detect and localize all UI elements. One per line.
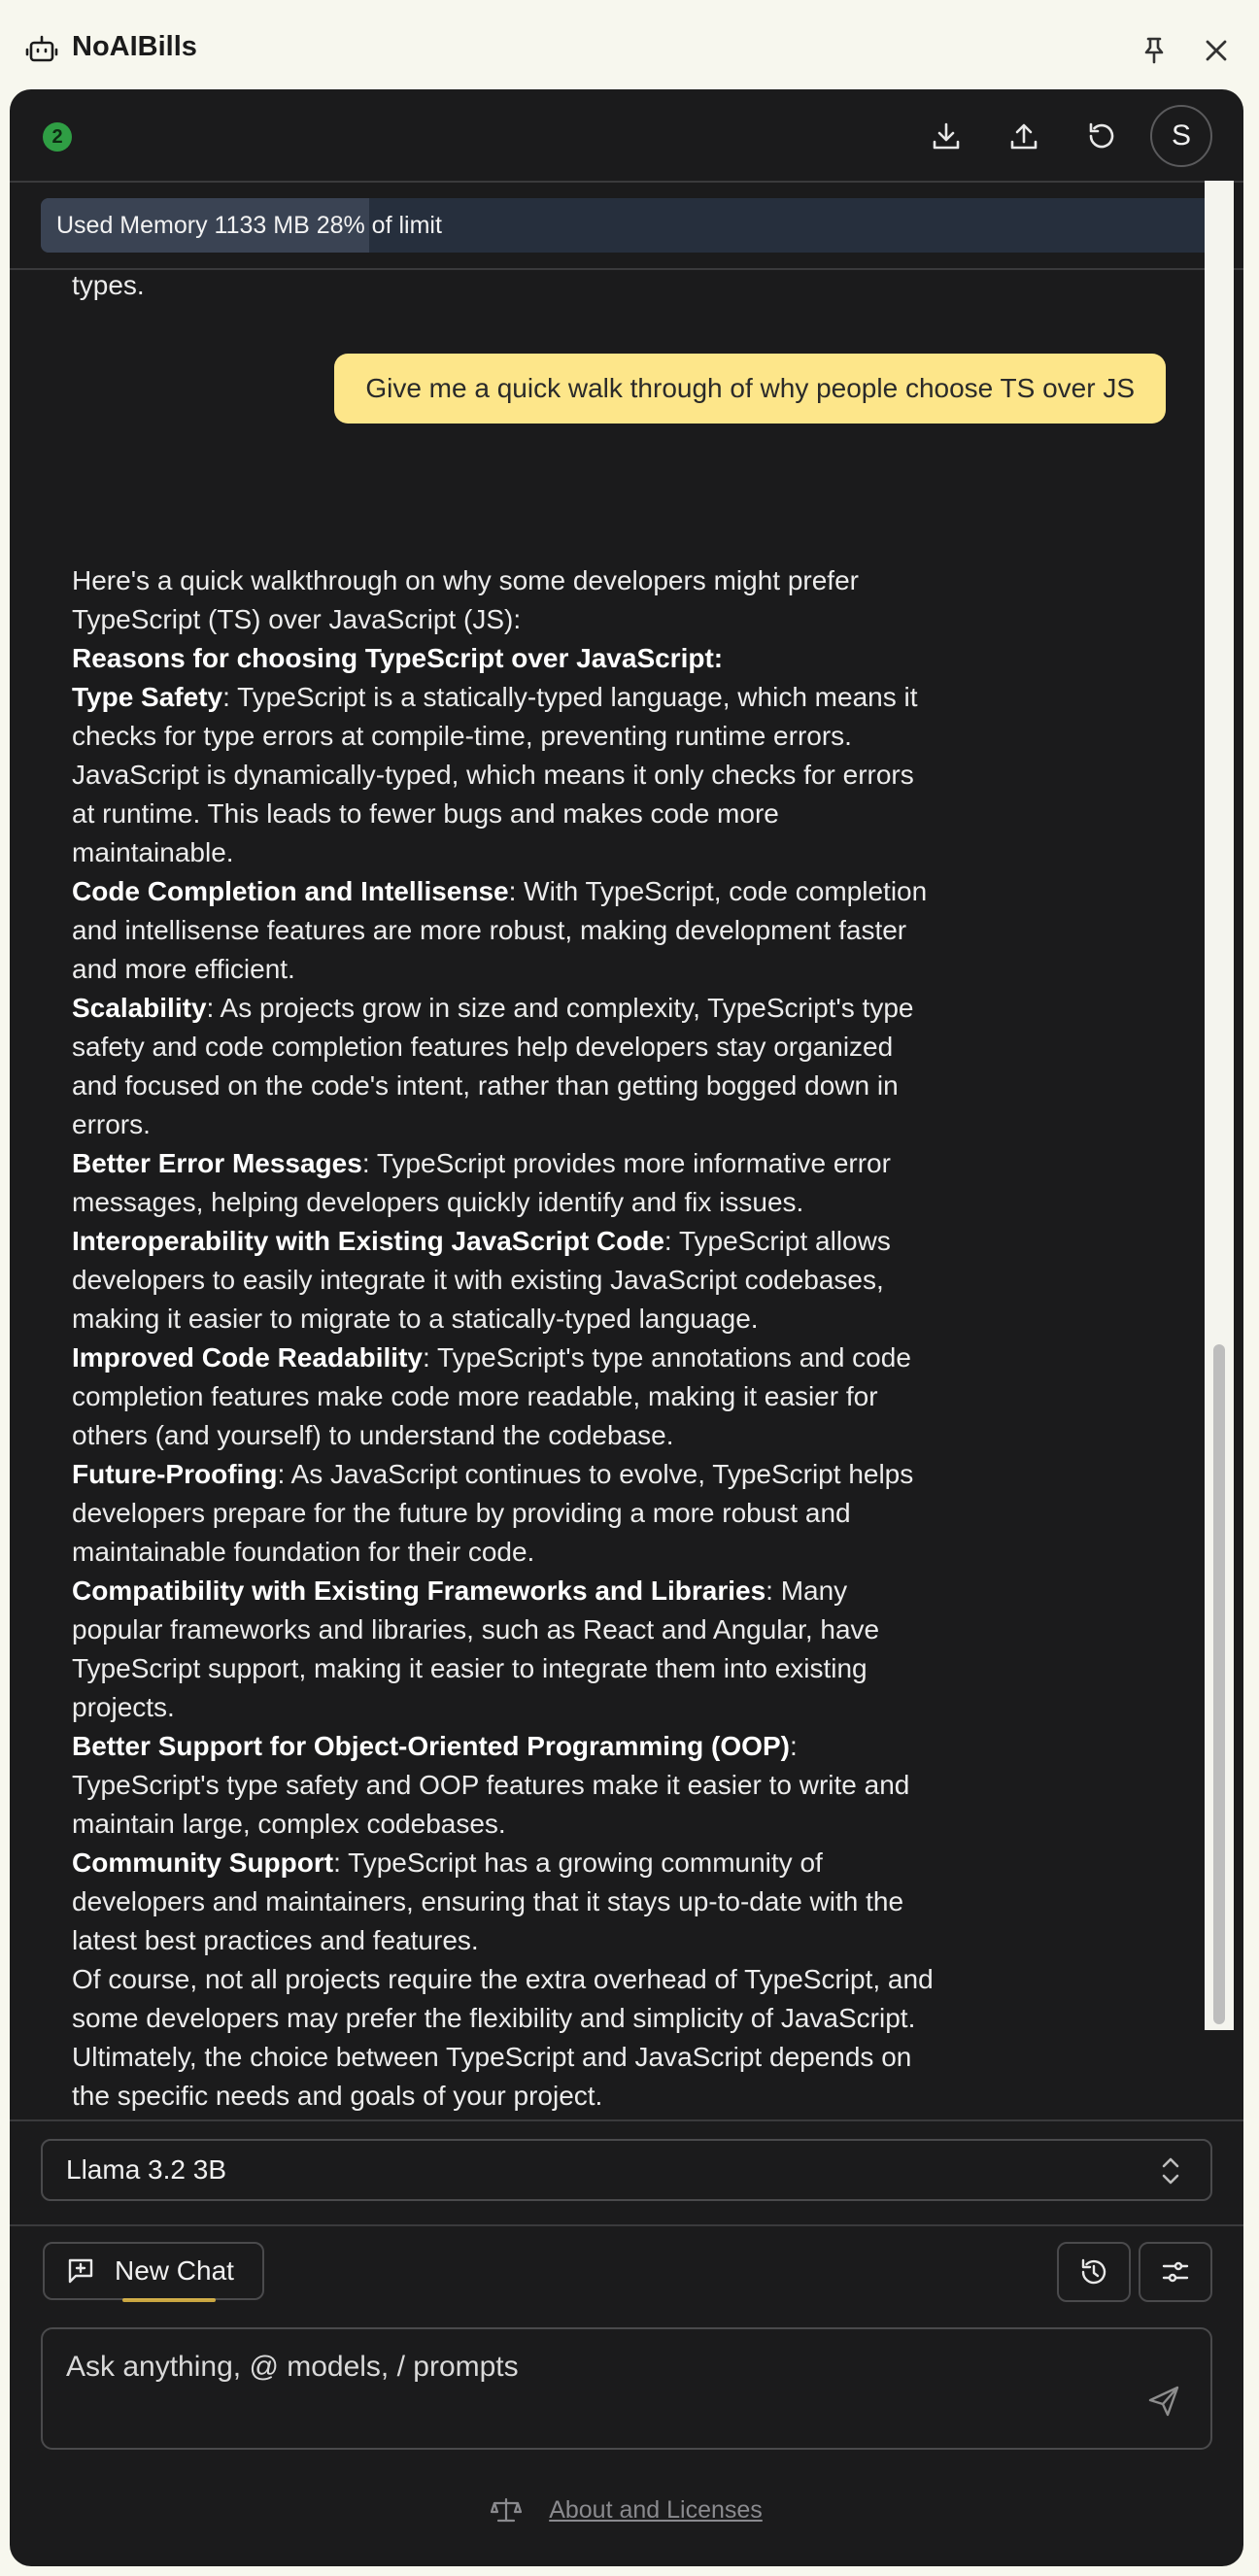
assistant-point [72, 989, 936, 1144]
assistant-point-title: Community Support [72, 1847, 334, 1878]
assistant-conclusion: Of course, not all projects require the extra overhead of TypeScript, and some developers may prefer the flexibility and simplicity of JavaScript. Ultimately, the choice between TypeScript and JavaScript depends on the specific needs and goals of your project. [72, 1964, 934, 2111]
refresh-button[interactable] [1080, 115, 1123, 157]
assistant-point-text: : TypeScript provides more informative error messages, helping developers quickly identify and fix issues. [72, 1148, 891, 1217]
assistant-point-title: Better Support for Object-Oriented Programming (OOP) [72, 1731, 790, 1761]
refresh-icon [1086, 120, 1117, 152]
download-button[interactable] [925, 115, 968, 157]
assistant-point-title: Compatibility with Existing Frameworks and Libraries [72, 1576, 766, 1606]
assistant-point-title: Code Completion and Intellisense [72, 876, 509, 906]
assistant-point [72, 1727, 936, 1844]
memory-text: Used Memory 1133 MB 28% of limit [56, 212, 442, 239]
assistant-message [72, 561, 936, 2116]
chat-window [10, 89, 1243, 2566]
previous-message-tail: types. [72, 270, 145, 300]
upload-icon [1008, 120, 1039, 152]
memory-status [10, 185, 1243, 270]
assistant-point-text: : TypeScript's type safety and OOP features make it easier to write and maintain large, complex codebases. [72, 1731, 910, 1839]
app-title: NoAIBills [72, 31, 197, 62]
assistant-heading: Reasons for choosing TypeScript over JavaScript: [72, 643, 724, 673]
assistant-point-text: : Many popular frameworks and libraries, such as React and Angular, have TypeScript support, making it easier to integrate them into existing projects. [72, 1576, 880, 1722]
assistant-point [72, 1144, 936, 1222]
assistant-point-text: : As JavaScript continues to evolve, TypeScript helps developers prepare for the future by providing a more robust and maintainable foundation for their code. [72, 1459, 914, 1567]
assistant-point-title: Future-Proofing [72, 1459, 278, 1489]
memory-progress-bar [41, 198, 1212, 253]
new-chat-label: New Chat [115, 2255, 234, 2286]
assistant-point-text: : TypeScript's type annotations and code completion features make code more readable, making it easier for others (and yourself) to understand the codebase. [72, 1342, 911, 1450]
assistant-point [72, 1844, 936, 1960]
assistant-point [72, 1455, 936, 1572]
assistant-point [72, 872, 936, 989]
assistant-point-text: : As projects grow in size and complexity, TypeScript's type safety and code completion features help developers stay organized and focused on the code's intent, rather than getting bogged down in errors. [72, 993, 914, 1139]
user-message: Give me a quick walk through of why people choose TS over JS [334, 354, 1166, 424]
pin-icon[interactable] [1139, 35, 1170, 66]
assistant-point-title: Improved Code Readability [72, 1342, 423, 1373]
window-header [10, 89, 1243, 183]
title-bar [0, 0, 1259, 89]
assistant-point [72, 1339, 936, 1455]
assistant-point-text: : TypeScript is a statically-typed language, which means it checks for type errors at compile-time, preventing runtime errors. JavaScript is dynamically-typed, which means it only checks for errors at runtime. This leads to fewer bugs and makes code more maintainable. [72, 682, 918, 867]
chat-scrollbar-thumb[interactable] [1213, 1344, 1225, 2024]
assistant-point [72, 1572, 936, 1727]
assistant-point [72, 1222, 936, 1339]
composer-placeholder: Ask anything, @ models, / prompts [66, 2351, 519, 2383]
robot-icon [25, 35, 58, 66]
upload-button[interactable] [1003, 115, 1045, 157]
assistant-points [72, 678, 936, 1960]
about-licenses-link[interactable]: About and Licenses [549, 2495, 763, 2524]
assistant-point-text: : TypeScript allows developers to easily integrate it with existing JavaScript codebases, making it easier to migrate to a statically-typed language. [72, 1226, 891, 1334]
assistant-point [72, 678, 936, 872]
user-avatar[interactable]: S [1150, 105, 1212, 167]
close-icon[interactable] [1201, 35, 1232, 66]
chat-scroll-area[interactable] [10, 270, 1224, 2119]
assistant-point-text: : TypeScript has a growing community of developers and maintainers, ensuring that it stays up-to-date with the latest best practices and features. [72, 1847, 904, 1955]
assistant-point-text: : With TypeScript, code completion and intellisense features are more robust, making development faster and more efficient. [72, 876, 928, 984]
download-icon [931, 120, 962, 152]
model-select-value: Llama 3.2 3B [66, 2154, 226, 2185]
notification-badge[interactable]: 2 [43, 122, 72, 152]
assistant-point-title: Type Safety [72, 682, 223, 712]
assistant-point-title: Scalability [72, 993, 207, 1023]
assistant-intro: Here's a quick walkthrough on why some developers might prefer TypeScript (TS) over JavaScript (JS): [72, 565, 859, 634]
assistant-point-title: Better Error Messages [72, 1148, 362, 1178]
assistant-point-title: Interoperability with Existing JavaScript Code [72, 1226, 664, 1256]
